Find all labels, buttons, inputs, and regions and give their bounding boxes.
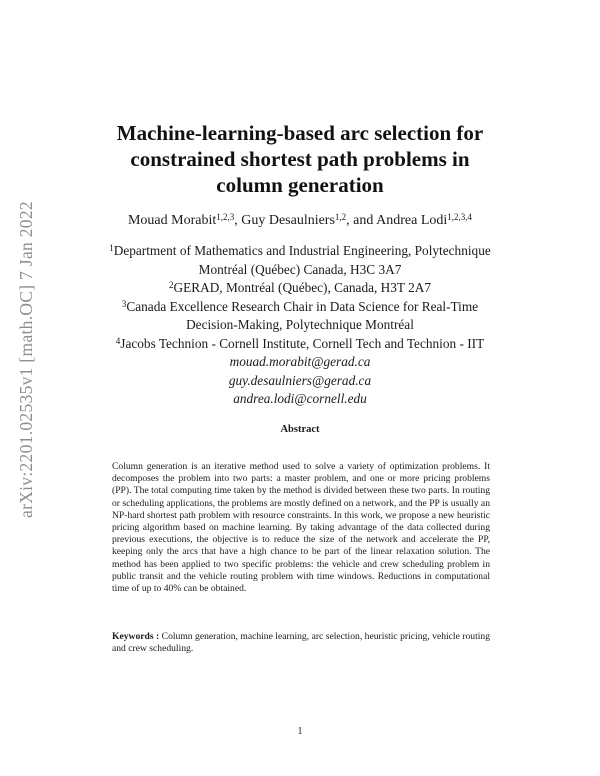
- affiliation-line: $^1$Department of Mathematics and Industrial Engineering, Polytechnique: [109, 243, 491, 258]
- author-name: Andrea Lodi: [376, 213, 448, 228]
- author-affiliation-marks: 1,2,3,4: [447, 212, 473, 222]
- affiliation-number: 4: [115, 335, 121, 346]
- affiliations-block: [40, 242, 560, 409]
- arxiv-identifier-stamp: arXiv:2201.02535v1 [math.OC] 7 Jan 2022: [16, 201, 36, 518]
- author-name: Guy Desaulniers: [241, 213, 335, 228]
- affiliation-line: $^2$GERAD, Montréal (Québec), Canada, H3T 2A7: [169, 280, 431, 295]
- email-address: andrea.lodi@cornell.edu: [233, 391, 367, 406]
- abstract-heading: Abstract: [280, 424, 320, 435]
- title-line: column generation: [216, 173, 384, 197]
- affiliation-line: Decision-Making, Polytechnique Montréal: [186, 317, 414, 332]
- title-line: constrained shortest path problems in: [130, 147, 470, 171]
- author-affiliation-marks: 1,2: [334, 212, 347, 222]
- affiliation-number: 1: [109, 243, 114, 253]
- page-number: 1: [297, 726, 303, 737]
- affiliation-number: 2: [169, 280, 174, 290]
- author-separator: , and: [346, 213, 377, 228]
- author-name: Mouad Morabit: [127, 213, 217, 228]
- title-line: Machine-learning-based arc selection for: [116, 121, 484, 145]
- keywords-text: Column generation, machine learning, arc selection, heuristic pricing, vehicle routing and crew scheduling.: [112, 631, 490, 655]
- affiliation-line: $^3$Canada Excellence Research Chair in Data Science for Real-Time: [121, 298, 479, 314]
- email-address: guy.desaulniers@gerad.ca: [228, 372, 372, 388]
- author-separator: ,: [234, 213, 242, 228]
- affiliation-line: Montréal (Québec) Canada, H3C 3A7: [198, 261, 402, 277]
- author-list: [40, 212, 560, 230]
- affiliation-line: $^4$Jacobs Technion - Cornell Institute, Cornell Tech and Technion - IIT: [115, 335, 485, 351]
- author-affiliation-marks: 1,2,3: [216, 212, 235, 222]
- keywords: [112, 631, 490, 655]
- keywords-label: Keywords :: [112, 631, 160, 642]
- email-address: mouad.morabit@gerad.ca: [229, 354, 371, 369]
- paper-title: [60, 120, 540, 198]
- abstract-text: Column generation is an iterative method used to solve a variety of optimization problems. It decomposes the problem into two parts: a master problem, and one or more pricing problems (PP). The total computing time taken by the method is divided between these two parts. In routing or scheduling applications, the problems are mostly defined on a network, and the PP is usually an NP-hard shortest path problem with resource constraints. In this work, we propose a new heuristic pricing algorithm based on machine learning. By taking advantage of the data collected during previous executions, the objective is to reduce the size of the network and accelerate the PP, keeping only the arcs that have a high chance to be part of the linear relaxation solution. The method has been applied to two specific problems: the vehicle and crew scheduling problem in public transit and the vehicle routing problem with time windows. Reductions in computational time of up to 40% can be obtained.: [112, 461, 490, 595]
- affiliation-number: 3: [121, 298, 127, 309]
